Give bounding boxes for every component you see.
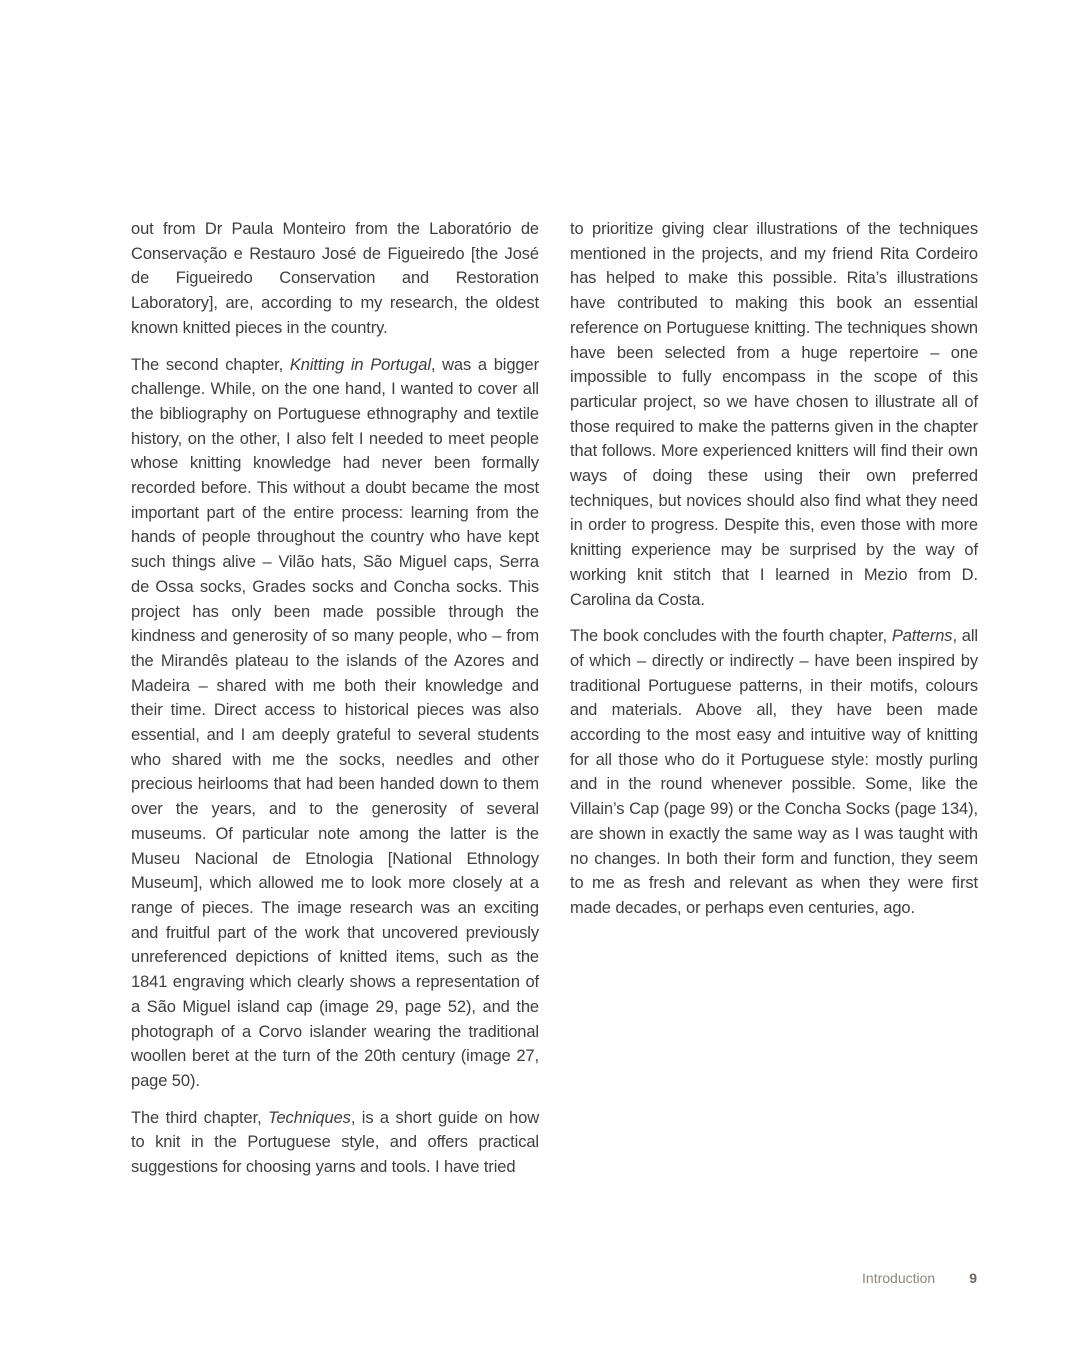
paragraph <box>570 624 978 920</box>
italic-text-segment: Techniques <box>268 1108 351 1127</box>
page-footer <box>131 1270 977 1286</box>
running-header-section: Introduction <box>862 1270 936 1286</box>
left-text-column <box>131 217 539 1192</box>
text-segment: , is a short guide on how to knit in the Portuguese style, and offers practical suggestions for choosing yarns and tools. I have tried <box>131 1108 540 1177</box>
page-number: 9 <box>969 1270 977 1286</box>
text-segment: out from Dr Paula Monteiro from the Laboratório de Conservação e Restauro José de Figueiredo [the José de Figueiredo Conservation and Restoration Laboratory], are, according to my research, the oldest known knitted pieces in the country. <box>131 220 539 337</box>
text-segment: to prioritize giving clear illustrations of the techniques mentioned in the projects, and my friend Rita Cordeiro has helped to make this possible. Rita’s illustrations have contributed to making this book an essential reference on Portuguese knitting. The techniques shown have been selected from a huge repertoire – one impossible to fully encompass in the scope of this particular project, so we have chosen to illustrate all of those required to make the patterns given in the chapter that follows. More experienced knitters will find their own ways of doing these using their own preferred techniques, but novices should also find what they need in order to progress. Despite this, even those with more knitting experience may be surprised by the way of working knit stitch that I learned in Mezio from D. Carolina da Costa. <box>570 220 978 609</box>
text-segment: The second chapter, <box>131 355 290 374</box>
text-segment: The third chapter, <box>131 1108 269 1127</box>
italic-text-segment: Knitting in Portugal <box>289 355 431 374</box>
right-text-column <box>570 217 978 1192</box>
paragraph <box>570 217 978 612</box>
page-body <box>131 217 977 1192</box>
text-segment: , was a bigger challenge. While, on the one hand, I wanted to cover all the bibliography on Portuguese ethnography and textile history, on the other, I also felt I needed to meet people whose knitting knowledge had never been formally recorded before. This without a doubt became the most important part of the entire process: learning from the hands of people throughout the country who have kept such things alive – Vilão hats, São Miguel caps, Serra de Ossa socks, Grades socks and Concha socks. This project has only been made possible through the kindness and generosity of so many people, who – from the Mirandês plateau to the islands of the Azores and Madeira – shared with me both their knowledge and their time. Direct access to historical pieces was also essential, and I am deeply grateful to several students who shared with me the socks, needles and other precious heirlooms that had been handed down to them over the years, and to the generosity of several museums. Of particular note among the latter is the Museu Nacional de Etnologia [National Ethnology Museum], which allowed me to look more closely at a range of pieces. The image research was an exciting and fruitful part of the work that uncovered previously unreferenced depictions of knitted items, such as the 1841 engraving which clearly shows a representation of a São Miguel island cap (image 29, page 52), and the photograph of a Corvo islander wearing the traditional woollen beret at the turn of the 20th century (image 27, page 50). <box>131 355 539 1090</box>
paragraph <box>131 353 539 1094</box>
text-segment: The book concludes with the fourth chapter, <box>570 627 892 646</box>
paragraph <box>131 217 539 341</box>
text-segment: , all of which – directly or indirectly – have been inspired by traditional Portuguese patterns, in their motifs, colours and materials. Above all, they have been made according to the most easy and intuitive way of knitting for all those who do it Portuguese style: mostly purling and in the round whenever possible. Some, like the Villain’s Cap (page 99) or the Concha Socks (page 134), are shown in exactly the same way as I was taught with no changes. In both their form and function, they seem to me as fresh and relevant as when they were first made decades, or perhaps even centuries, ago. <box>570 627 978 917</box>
italic-text-segment: Patterns <box>891 627 953 646</box>
paragraph <box>131 1106 539 1180</box>
